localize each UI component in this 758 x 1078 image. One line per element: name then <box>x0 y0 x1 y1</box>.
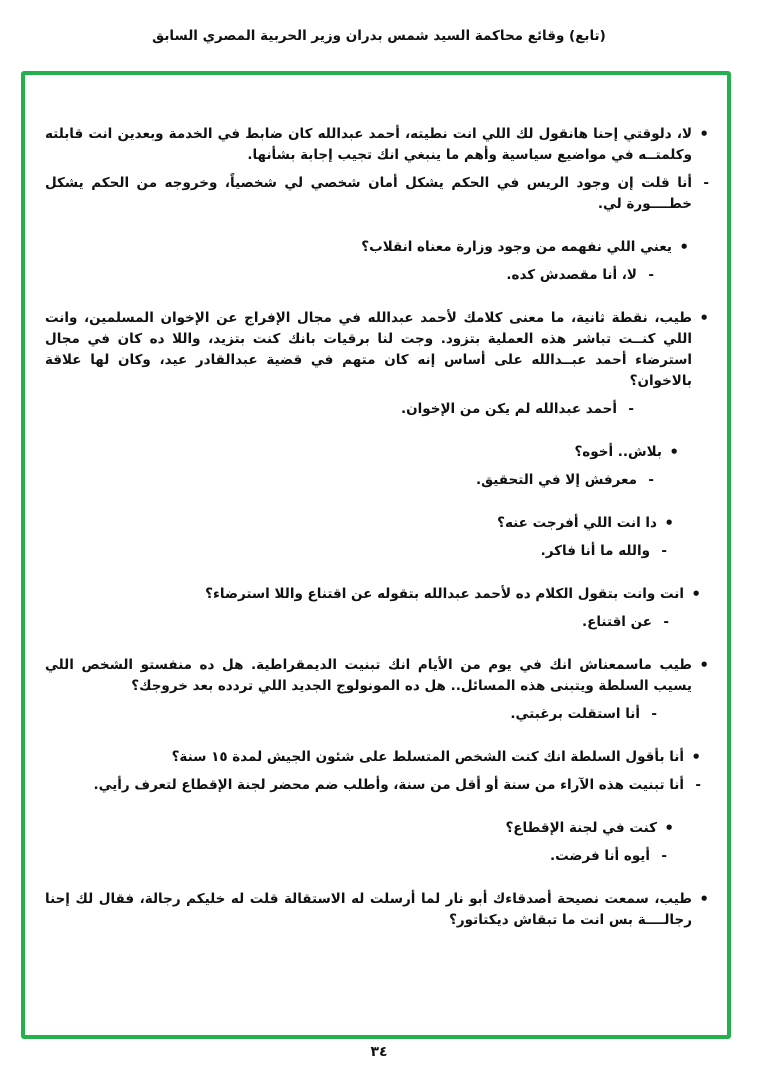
dialogue-text: أنا بأقول السلطة انك كنت الشخص المتسلط على شئون الجيش لمدة ١٥ سنة؟ <box>171 749 684 765</box>
dash-marker: - <box>661 543 667 559</box>
answer-item <box>45 541 709 562</box>
dialogue-text: انت وانت بتقول الكلام ده لأحمد عبدالله بتقوله عن اقتناع واللا استرضاء؟ <box>205 586 684 602</box>
dash-marker: - <box>628 401 634 417</box>
answer-item <box>45 265 709 286</box>
dialogue-text: طيب، سمعت نصيحة أصدقاءك أبو نار لما أرسلت له الاستقالة قلت له خليكم رجالة، فقال لك إحنا رجالــــة بس انت ما تبقاش ديكتاتور؟ <box>45 891 692 928</box>
dialogue-text: بلاش.. أخوه؟ <box>574 444 662 460</box>
question-item <box>45 237 709 258</box>
dialogue-text: أنا استقلت برغبتي. <box>510 706 640 722</box>
bullet-marker: • <box>664 819 674 837</box>
answer-item <box>45 704 709 725</box>
bullet-marker: • <box>699 890 709 908</box>
dialogue-text: لا، أنا مقصدش كده. <box>506 267 637 283</box>
question-item <box>45 747 709 768</box>
bullet-marker: • <box>669 443 679 461</box>
dash-marker: - <box>695 777 701 793</box>
question-item <box>45 889 709 931</box>
answer-item <box>45 173 709 215</box>
bullet-marker: • <box>691 585 701 603</box>
answer-item <box>45 846 709 867</box>
answer-item <box>45 470 709 491</box>
bullet-marker: • <box>699 125 709 143</box>
dialogue-text: طيب، نقطة ثانية، ما معنى كلامك لأحمد عبدالله في مجال الإفراج عن الإخوان المسلمين، وانت اللي كنــت تباشر هذه العملية بتزود. وجت لنا برقيات بانك كنت بتزيد، واللا ده كان في مجال استرضاء أحمد عبــدالله على أساس إنه كان متهم في قضية عبدالقادر عيد، وكان لها علاقة بالاخوان؟ <box>45 310 692 389</box>
bullet-marker: • <box>699 656 709 674</box>
dash-marker: - <box>661 848 667 864</box>
answer-item <box>45 612 709 633</box>
question-item <box>45 308 709 392</box>
question-item <box>45 818 709 839</box>
question-item <box>45 124 709 166</box>
question-item <box>45 584 709 605</box>
page-number: ٣٤ <box>370 1044 388 1060</box>
answer-item <box>45 775 709 796</box>
dialogue-text: يعني اللي نفهمه من وجود وزارة معناه انقلاب؟ <box>361 239 672 255</box>
dash-marker: - <box>663 614 669 630</box>
dialogue-text: أنا قلت إن وجود الريس في الحكم يشكل أمان شخصي لي شخصياً، وخروجه من الحكم يشكل خطــــورة لي. <box>45 175 692 212</box>
question-item <box>45 442 709 463</box>
dash-marker: - <box>651 706 657 722</box>
bullet-marker: • <box>691 748 701 766</box>
bullet-marker: • <box>664 514 674 532</box>
question-item <box>45 513 709 534</box>
answer-item <box>45 399 709 420</box>
dialogue-text: أحمد عبدالله لم يكن من الإخوان. <box>400 401 617 417</box>
bullet-marker: • <box>679 238 689 256</box>
dialogue-text: والله ما أنا فاكر. <box>540 543 650 559</box>
bullet-marker: • <box>699 309 709 327</box>
dialogue-text: عن اقتناع. <box>582 614 652 630</box>
dialogue-text: معرفش إلا في التحقيق. <box>475 472 637 488</box>
question-item <box>45 655 709 697</box>
dialogue-text: طيب ماسمعناش انك في يوم من الأيام انك تبنيت الديمقراطية. هل ده منفستو الشخص اللي يسيب السلطة ويتبنى هذه المسائل.. هل ده المونولوج الجديد اللي تردده بعد خروجك؟ <box>45 657 692 694</box>
dash-marker: - <box>648 267 654 283</box>
dialogue-text: أنا تبنيت هذه الآراء من سنة أو أقل من سنة، وأطلب ضم محضر لجنة الإقطاع لتعرف رأيي. <box>93 777 684 793</box>
page-title: (تابع) وقائع محاكمة السيد شمس بدران وزير الحربية المصري السابق <box>152 28 606 44</box>
dialogue-text: أيوه أنا فرضت. <box>550 848 650 864</box>
dash-marker: - <box>648 472 654 488</box>
dash-marker: - <box>703 175 709 191</box>
dialogue-text: دا انت اللي أفرجت عنه؟ <box>497 515 657 531</box>
dialogue-text: لا، دلوقتي إحنا هانقول لك اللي انت نطيته، أحمد عبدالله كان ضابط في الخدمة وبعدين انت قابلته وكلمتــه في مواضيع سياسية وأهم ما ينبغي انك تجيب إجابة بشأنها. <box>45 126 692 163</box>
dialogue-list <box>45 124 709 931</box>
dialogue-text: كنت في لجنة الإقطاع؟ <box>505 820 657 836</box>
